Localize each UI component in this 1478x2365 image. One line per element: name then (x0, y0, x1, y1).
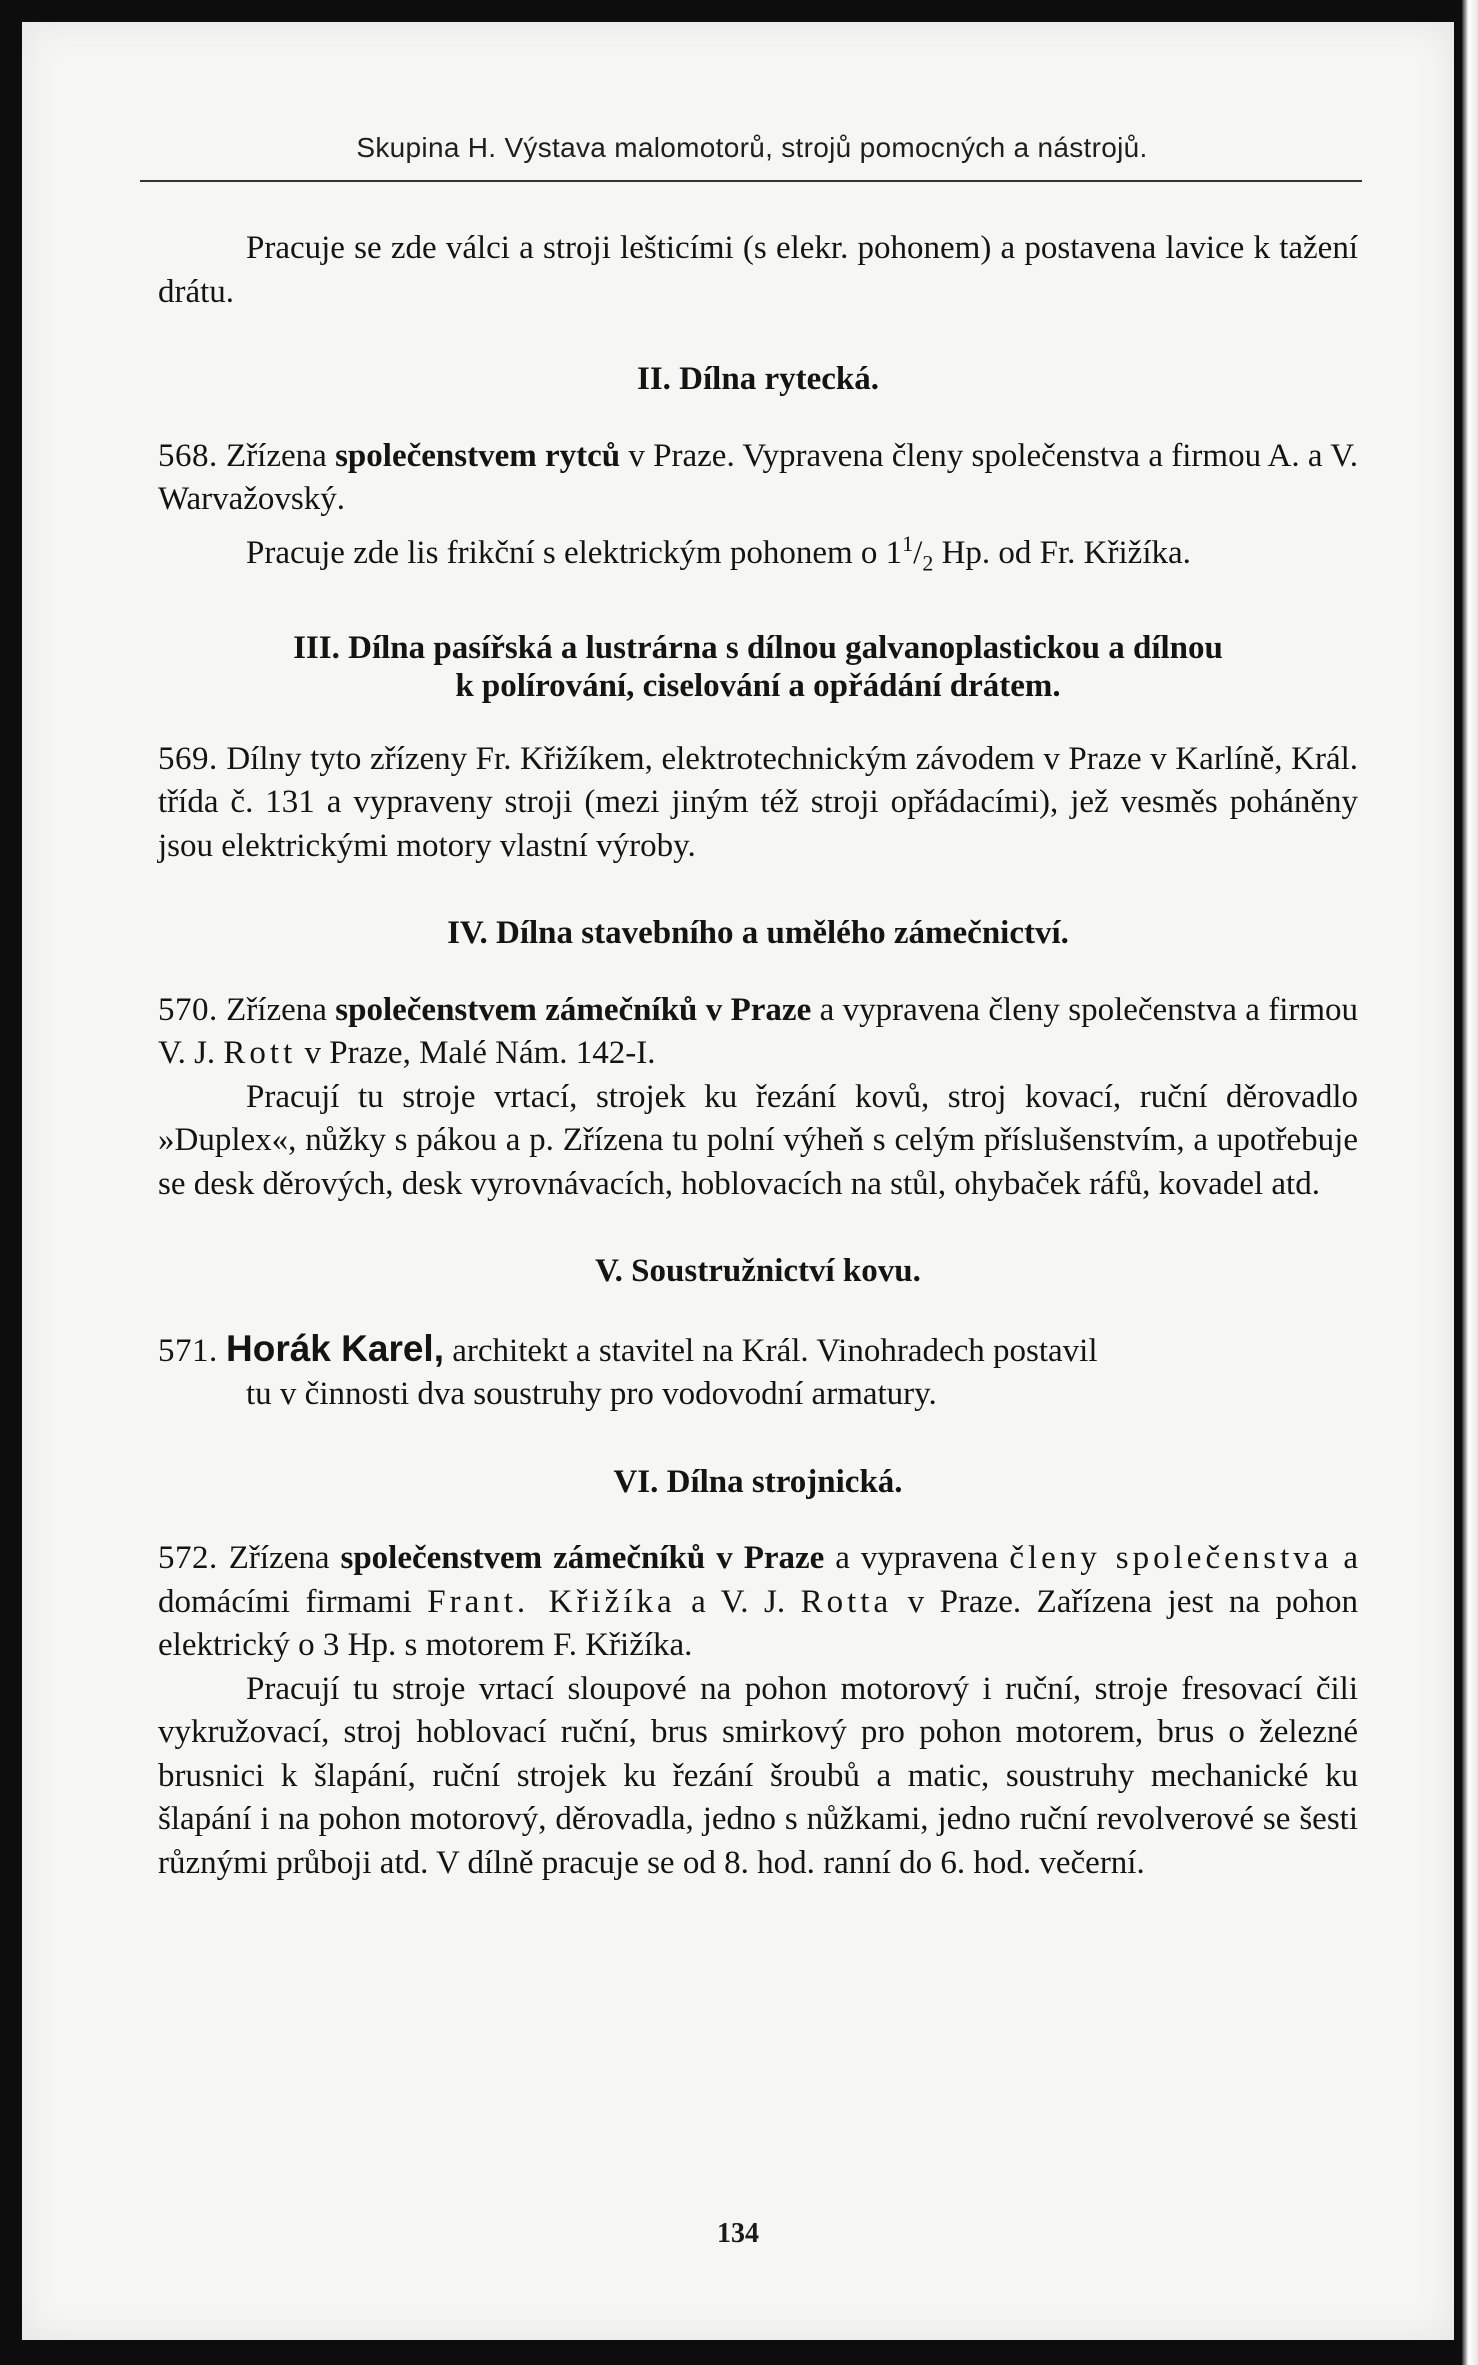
entry-number: 569. (158, 740, 218, 777)
section-heading-5: V. Soustružnictví kovu. (595, 1253, 921, 1290)
entry-568: 568. Zřízena společenstvem rytců v Praze. Vypravena členy společenstva a firmou A. a V. Warvažovský. (158, 437, 1359, 517)
entry-number: 572. (158, 1540, 218, 1577)
intro-paragraph: Pracuje se zde válci a stroji lešticími (s elekr. pohonem) a postavena lavice k tažení drátu. (158, 230, 1358, 310)
section-heading-2: II. Dílna rytecká. (637, 361, 879, 397)
entry-number: 570. (158, 991, 218, 1028)
document-page (22, 22, 1454, 2340)
entry-number: 568. (158, 437, 218, 474)
exhibitor-name: Horák Karel, (226, 1327, 444, 1369)
scan-edge (1462, 0, 1478, 2365)
section-heading-6: VI. Dílna strojnická. (613, 1463, 903, 1500)
entry-572-detail: Pracují tu stroje vrtací sloupové na pohon motorový i ruční, stroje fresovací čili vykružovací, stroj hoblovací ruční, brus smirkový pro pohon motorem, brus o železné brusnici k šlapání, ruční strojek ku řezání šroubů a matic, soustruhy mechanické ku šlapání i na pohon motorový, děrovadla, jedno s nůžkami, jedno ruční revolverové se šesti různými průboji atd. V dílně pracuje se od 8. hod. ranní do 6. hod. večerní. (158, 1670, 1358, 1881)
entry-571-cont: tu v činnosti dva soustruhy pro vodovodní armatury. (246, 1376, 937, 1413)
section-heading-3: III. Dílna pasířská a lustrárna s dílnou galvanoplastickou a dílnou k polírování, ciselování a opřádání drátem. (293, 629, 1223, 704)
entry-571: 571. Horák Karel, architekt a stavitel na Král. Vinohradech postavil (158, 1327, 1098, 1369)
entry-570-detail: Pracují tu stroje vrtací, strojek ku řezání kovů, stroj kovací, ruční děrovadlo »Duplex«, nůžky s pákou a p. Zřízena tu polní výheň s celým příslušenstvím, a upotřebuje se desk děrových, desk vyrovnávacích, hoblovacích na stůl, ohybaček ráfů, kovadel atd. (158, 1078, 1358, 1202)
entry-569: 569. Dílny tyto zřízeny Fr. Křižíkem, elektrotechnickým závodem v Praze v Karlíně, Král. třída č. 131 a vypraveny stroji (mezi jiným též stroji opřádacími), jež vesměs poháněny jsou elektrickými motory vlastní výroby. (158, 740, 1359, 864)
section-heading-4: IV. Dílna stavebního a umělého zámečnictví. (447, 915, 1069, 952)
running-header: Skupina H. Výstava malomotorů, strojů pomocných a nástrojů. (356, 132, 1148, 163)
exhibitor-name: společenstvem zámečníků v Praze (335, 991, 812, 1028)
exhibitor-name: společenstvem zámečníků v Praze (340, 1540, 825, 1577)
page-number: 134 (717, 2218, 759, 2249)
entry-number: 571. (158, 1332, 218, 1369)
header-rule (140, 180, 1362, 182)
page-content (158, 227, 1358, 1885)
exhibitor-name: společenstvem rytců (335, 437, 621, 474)
entry-568-detail: Pracuje zde lis frikční s elektrickým pohonem o $1^1/_2$ Hp. od Fr. Křižíka. (246, 530, 1191, 576)
entry-570: 570. Zřízena společenstvem zámečníků v Praze a vypravena členy společenstva a firmou V. J. Rott v Praze, Malé Nám. 142-I. (158, 991, 1359, 1072)
entry-572: 572. Zřízena společenstvem zámečníků v Praze a vypravena členy společenstva a domácími firmami Frant. Křižíka a V. J. Rotta v Praze. Zařízena jest na pohon elektrický o 3 Hp. s motorem F. Křižíka. (158, 1540, 1359, 1664)
